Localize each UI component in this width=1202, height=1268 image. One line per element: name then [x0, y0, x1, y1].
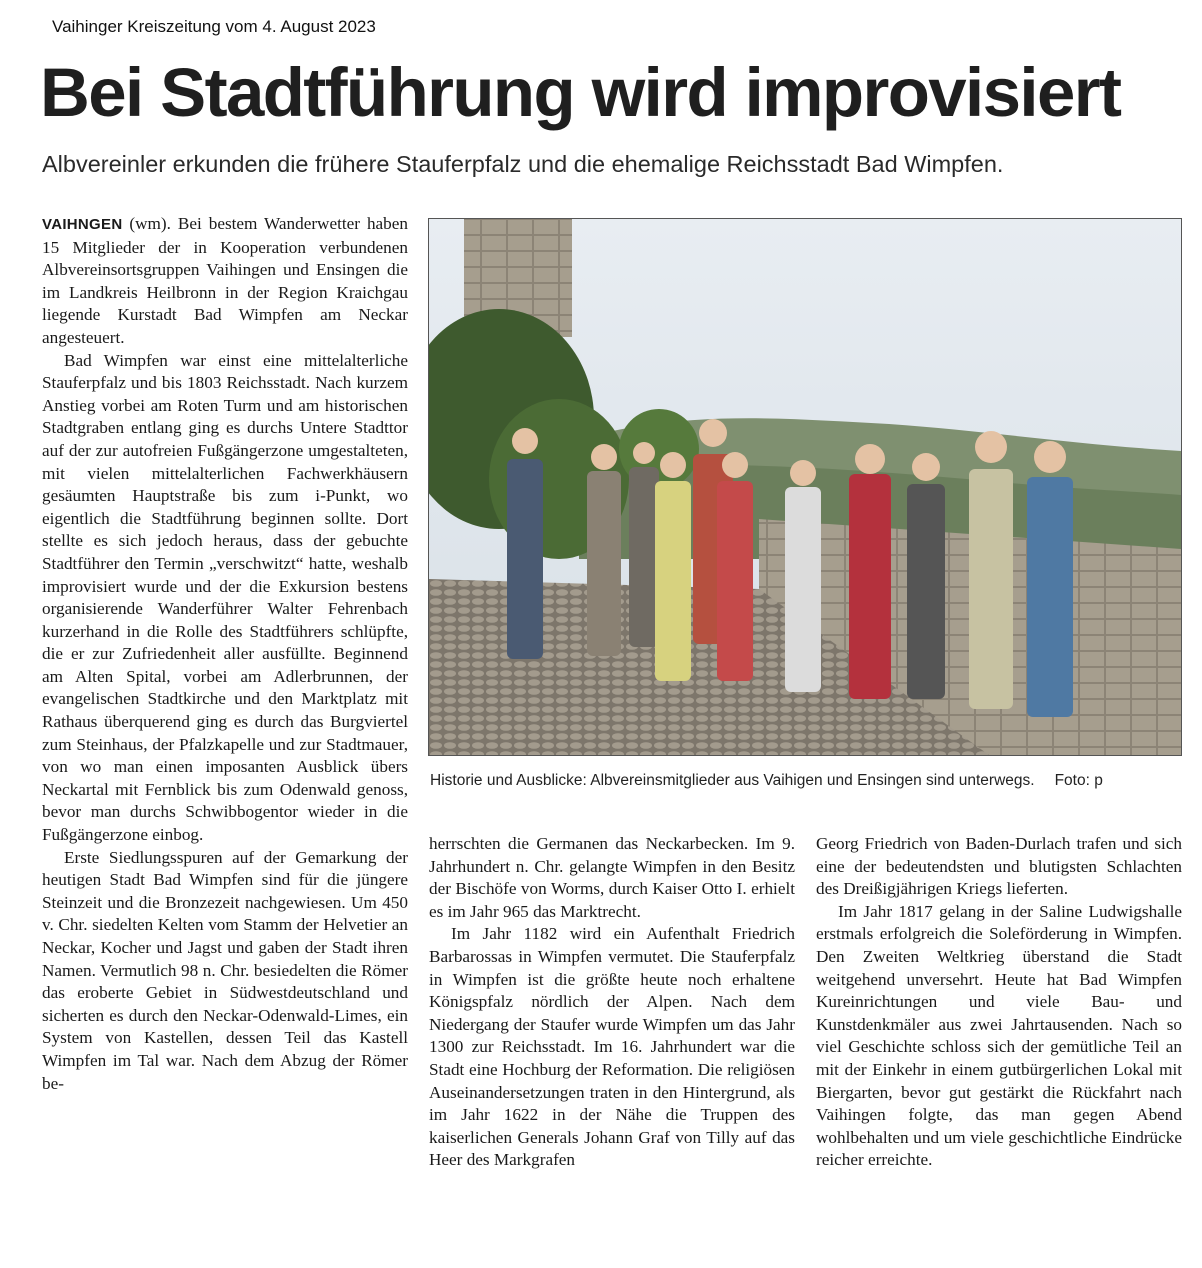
article-paragraph: Bad Wimpfen war einst eine mittelalterliche Stauferpfalz und bis 1803 Reichsstadt. Nach kurzem Anstieg vorbei am Roten Turm und am historischen Stadtgraben entlang ging es durchs Untere Stadttor auf der zur autofreien Fußgängerzone umgestalteten, mit vielen mittelalterlichen Fachwerkhäusern gesäumten Hauptstraße bis zum i-Punkt, wo eigentlich die Stadtführung beginnen sollte. Dort stellte es sich jedoch heraus, dass der gebuchte Stadtführer den Termin „verschwitzt“ hatte, weshalb improvisiert wurde und der die Exkursion bestens organisierende Wanderführer Walter Fehrenbach kurzerhand in die Rolle des Stadtführers schlüpfte, die er zur Zufriedenheit aller ausfüllte. Beginnend am Alten Spital, vorbei am Adlerbrunnen, der evangelischen Stadtkirche und den Marktplatz mit Rathaus überquerend ging es durch das Burgviertel zum Steinhaus, der Pfalzkapelle und zur Stadtmauer, von wo man einen imposanten Ausblick übers Neckartal mit Fernblick bis zum Odenwald genoss, bevor man durchs Schwibbogentor wieder in die Fußgängerzone einbog.	[42, 350, 408, 845]
article-paragraph	[42, 213, 408, 350]
dateline: VAIHNGEN	[42, 216, 123, 233]
article-column-3	[816, 833, 1182, 1172]
article-column-2	[429, 833, 795, 1172]
article-paragraph: Im Jahr 1182 wird ein Aufenthalt Friedrich Barbarossas in Wimpfen vermutet. Die Stauferpfalz in Wimpfen ist die größte heute noch erhaltene Königspfalz nördlich der Alpen. Nach dem Niedergang der Staufer wurde Wimpfen um das Jahr 1300 zur Reichsstadt. Im 16. Jahrhundert war die Stadt eine Hochburg der Reformation. Die religiösen Auseinandersetzungen traten in den Hintergrund, als im Jahr 1622 in der Nähe die Truppen des kaiserlichen Generals Johann Graf von Tilly auf das Heer des Markgrafen	[429, 924, 795, 1170]
article-paragraph: Erste Siedlungsspuren auf der Gemarkung der heutigen Stadt Bad Wimpfen sind für die jüngere Steinzeit und die Bronzezeit nachgewiesen. Um 450 v. Chr. siedelten Kelten vom Stamm der Helvetier an Neckar, Kocher und Jagst und gaben der Stadt ihren Namen. Vermutlich 98 n. Chr. besiedelten die Römer das eroberte Gebiet in Südwestdeutschland und sicherten es durch den Neckar-Odenwald-Limes, ein System von Kastellen, dessen Teil das Kastell Wimpfen im Tal war. Nach dem Abzug der Römer be-	[42, 847, 408, 1093]
article-paragraph: Im Jahr 1817 gelang in der Saline Ludwigshalle erstmals erfolgreich die Soleförderung in Wimpfen. Den Zweiten Weltkrieg überstand die Stadt weitgehend unversehrt. Heute hat Bad Wimpfen Kureinrichtungen und viele Bau- und Kunstdenkmäler aus zwei Jahrtausenden. Nach so viel Geschichte schloss sich der gemütliche Teil an mit der Einkehr in einem gutbürgerlichen Lokal mit Biergarten, bevor gut gestärkt die Rückfahrt nach Vaihingen folgte, das man gegen Abend wohlbehalten und um viele geschichtliche Eindrücke reicher erreichte.	[816, 901, 1182, 1170]
article-column-1	[42, 213, 408, 1095]
photo-caption	[430, 772, 1200, 790]
paragraph-text: (wm). Bei bestem Wanderwetter haben 15 Mitglieder der in Kooperation verbundenen Albvereinsortsgruppen Vaihingen und Ensingen die im Landkreis Heilbronn in der Region Kraichgau liegende Kurstadt Bad Wimpfen am Neckar angesteuert.	[42, 214, 408, 347]
group-photo	[428, 218, 1182, 756]
source-line: Vaihinger Kreiszeitung vom 4. August 2023	[52, 17, 376, 36]
group-photo-image	[429, 219, 1181, 755]
headline: Bei Stadtführung wird improvisiert	[40, 54, 1121, 131]
caption-text: Historie und Ausblicke: Albvereinsmitglieder aus Vaihigen und Ensingen sind unterwegs.	[430, 772, 1035, 789]
article-paragraph: Georg Friedrich von Baden-Durlach trafen und sich eine der bedeutendsten und blutigsten Schlachten des Dreißigjährigen Kriegs lieferten.	[816, 834, 1182, 899]
subheadline: Albvereinler erkunden die frühere Stauferpfalz und die ehemalige Reichsstadt Bad Wimpfen.	[42, 151, 1004, 177]
photo-credit: Foto: p	[1054, 772, 1103, 789]
article-paragraph: herrschten die Germanen das Neckarbecken. Im 9. Jahrhundert n. Chr. gelangte Wimpfen in den Besitz der Bischöfe von Worms, durch Kaiser Otto I. erhielt es im Jahr 965 das Marktrecht.	[429, 834, 795, 921]
